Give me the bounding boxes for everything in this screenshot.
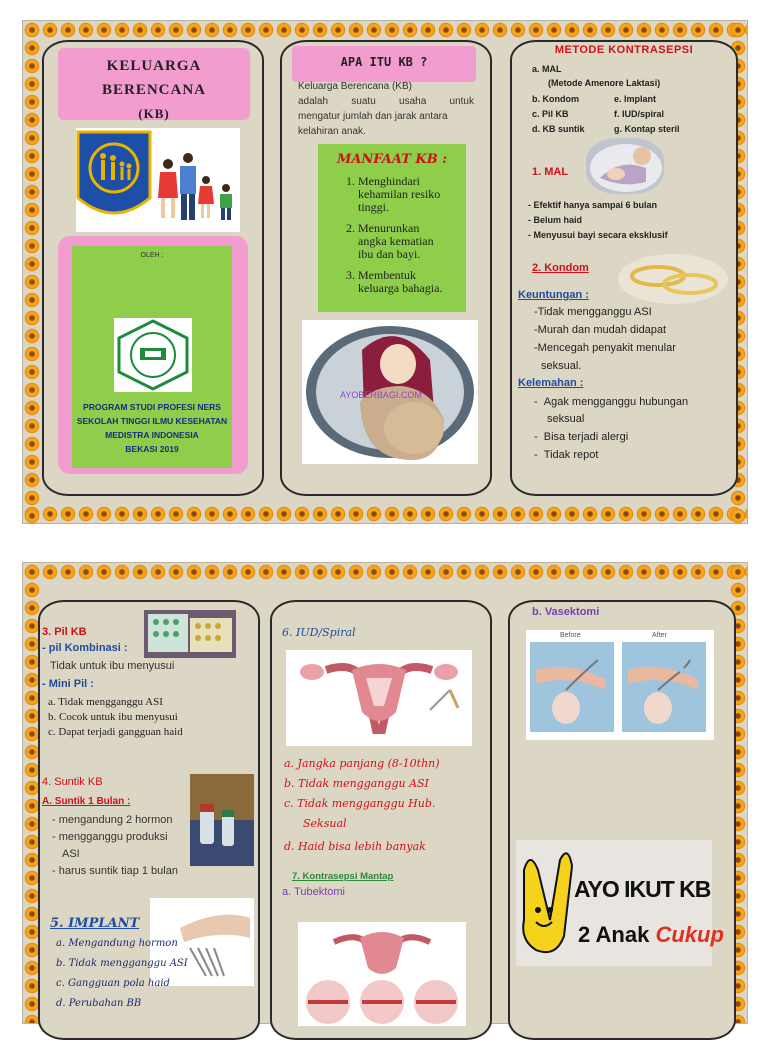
tubektomi-illustration: [298, 922, 466, 1026]
implant-point: a. Mengandung hormon: [56, 938, 178, 949]
iud-point: d. Haid bisa lebih banyak: [284, 840, 426, 853]
mini-pil-point: a. Tidak mengganggu ASI: [48, 696, 163, 708]
banner-ayo-ikut-kb-text: AYO IKUT KB: [574, 876, 711, 902]
uterus-iud-illustration: [286, 650, 472, 746]
suntik-subtitle: A. Suntik 1 Bulan :: [42, 796, 131, 807]
kelemahan-text: Agak mengganggu hubungan: [543, 396, 689, 408]
keuntungan-item: -Mencegah penyakit menular: [534, 342, 676, 354]
uterus-icon: [286, 650, 472, 746]
keuntungan-item: -Tidak mengganggu ASI: [534, 306, 652, 318]
keuntungan-item: -Murah dan mudah didapat: [534, 324, 667, 336]
pil-title: 3. Pil KB: [42, 626, 87, 638]
mal-point-2: - Belum haid: [528, 215, 583, 225]
flower-border-top: [23, 563, 747, 581]
tubal-ligation-icon: [298, 922, 466, 1026]
breastfeeding-photo: [586, 138, 664, 194]
pregnant-woman-illustration: [302, 320, 478, 464]
mini-pil-label: - Mini Pil :: [42, 678, 94, 690]
watermark-text: AYOBERBAGI.COM: [340, 390, 422, 400]
banner-line-2: [578, 922, 724, 948]
vasectomy-diagram-icon: [526, 630, 714, 740]
iud-point-cont: Seksual: [303, 817, 347, 830]
implant-point: b. Tidak mengganggu ASI: [56, 958, 188, 969]
vasektomi-illustration: [526, 630, 714, 740]
implant-point: c. Gangguan pola haid: [56, 978, 170, 989]
mal-point-text: Menyusui bayi secara eksklusif: [533, 230, 668, 240]
keuntungan-item-cont: seksual.: [541, 360, 582, 372]
mother-baby-icon: [586, 138, 664, 194]
banner-cukup-text: Cukup: [655, 922, 724, 947]
definition-line-3: mengatur jumlah dan jarak antara: [298, 111, 448, 122]
title-line-2: BERENCANA: [101, 82, 206, 98]
pill-pack-icon: [144, 610, 236, 658]
suntik-point: ASI: [62, 848, 80, 860]
mini-pil-point: c. Dapat terjadi gangguan haid: [48, 726, 183, 738]
mal-point-text: Efektif hanya sampai 6 bulan: [533, 200, 658, 210]
pil-kombinasi-label: - pil Kombinasi :: [42, 642, 128, 654]
institution-line-2: SEKOLAH TINGGI ILMU KESEHATAN: [76, 416, 228, 426]
manfaat-item: 3. Membentuk keluarga bahagia.: [358, 269, 450, 295]
institution-line-3: MEDISTRA INDONESIA: [105, 430, 199, 440]
flower-border-bottom: [23, 505, 747, 523]
implant-point: d. Perubahan BB: [56, 998, 142, 1009]
implant-title: 5. IMPLANT: [50, 916, 140, 931]
method-a: a. MAL: [532, 64, 562, 74]
iud-point: a. Jangka panjang (8-10thn): [284, 757, 440, 770]
keuntungan-title: Keuntungan :: [518, 289, 589, 301]
banner-2-anak-text: 2 Anak: [578, 922, 650, 947]
institution-line-1: PROGRAM STUDI PROFESI NERS: [83, 402, 221, 412]
mini-pil-point: b. Cocok untuk ibu menyusui: [48, 711, 178, 723]
condom-photo: [618, 254, 728, 304]
school-emblem-icon: [114, 318, 192, 392]
before-label: Before: [560, 632, 581, 639]
iud-point: c. Tidak mengganggu Hub.: [284, 797, 436, 810]
ayo-ikut-kb-banner: [516, 840, 724, 966]
institution-line-4: BEKASI 2019: [125, 444, 179, 454]
pil-kombinasi-note: Tidak untuk ibu menyusui: [50, 660, 175, 672]
tubektomi-label: a. Tubektomi: [282, 886, 345, 898]
vial-icon: [190, 774, 254, 866]
apa-itu-kb-heading: APA ITU KB ?: [340, 55, 428, 69]
suntik-point: - mengganggu produksi: [52, 831, 168, 843]
flower-border-top: [23, 21, 747, 39]
kelemahan-item-cont: seksual: [547, 413, 585, 425]
kelemahan-item: - Bisa terjadi alergi: [534, 431, 629, 443]
vasektomi-label: b. Vasektomi: [532, 606, 600, 618]
manfaat-list: [340, 175, 450, 303]
definition-line-2: adalah suatu usaha untuk: [298, 96, 474, 107]
kb-logo-icon: [76, 128, 240, 232]
iud-point: b. Tidak mengganggu ASI: [284, 777, 429, 790]
definition-line-1: Keluarga Berencana (KB): [298, 81, 412, 92]
banner-line-1: [574, 876, 710, 903]
kelemahan-text: Bisa terjadi alergi: [543, 431, 629, 443]
method-g: g. Kontap steril: [614, 124, 680, 134]
title-line-3: (KB): [138, 106, 170, 121]
kb-family-illustration: [76, 128, 240, 232]
manfaat-title: MANFAAT KB :: [336, 152, 448, 167]
mal-point-text: Belum haid: [533, 215, 583, 225]
kelemahan-title: Kelemahan :: [518, 377, 584, 389]
mal-title: 1. MAL: [532, 166, 569, 178]
kondom-title: 2. Kondom: [532, 262, 589, 274]
kontap-title: 7. Kontrasepsi Mantap: [292, 871, 394, 882]
title-line-1: KELUARGA: [106, 58, 202, 74]
injection-photo: [190, 774, 254, 866]
suntik-point: - harus suntik tiap 1 bulan: [52, 865, 178, 877]
keuntungan-text: Mencegah penyakit menular: [537, 342, 676, 354]
method-c: c. Pil KB: [532, 109, 569, 119]
definition-line-4: kelahiran anak.: [298, 126, 366, 137]
manfaat-item: 1. Menghindari kehamilan resiko tinggi.: [358, 175, 450, 214]
method-f: f. IUD/spiral: [614, 109, 665, 119]
iud-title: 6. IUD/Spiral: [282, 626, 356, 639]
flower-border-left: [23, 21, 41, 523]
oleh-label: OLEH :: [140, 252, 164, 259]
method-d: d. KB suntik: [532, 124, 585, 134]
method-a-sub: (Metode Amenore Laktasi): [548, 78, 661, 88]
manfaat-item: 2. Menurunkan angka kematian ibu dan bayi.: [358, 222, 450, 261]
mal-point-3: - Menyusui bayi secara eksklusif: [528, 230, 668, 240]
kelemahan-item: - Tidak repot: [534, 449, 599, 461]
kelemahan-text: Tidak repot: [543, 449, 599, 461]
keuntungan-text: Tidak mengganggu ASI: [537, 306, 652, 318]
keuntungan-text: Murah dan mudah didapat: [537, 324, 667, 336]
school-logo: [114, 318, 192, 392]
suntik-title: 4. Suntik KB: [42, 776, 103, 788]
condom-icon: [618, 254, 728, 304]
method-e: e. Implant: [614, 94, 657, 104]
method-b: b. Kondom: [532, 94, 579, 104]
metode-heading: METODE KONTRASEPSI: [554, 44, 694, 56]
kelemahan-item: - Agak mengganggu hubungan: [534, 396, 689, 408]
suntik-point: - mengandung 2 hormon: [52, 814, 173, 826]
mal-point-1: - Efektif hanya sampai 6 bulan: [528, 200, 658, 210]
after-label: After: [652, 632, 667, 639]
pill-photo: [144, 610, 236, 658]
